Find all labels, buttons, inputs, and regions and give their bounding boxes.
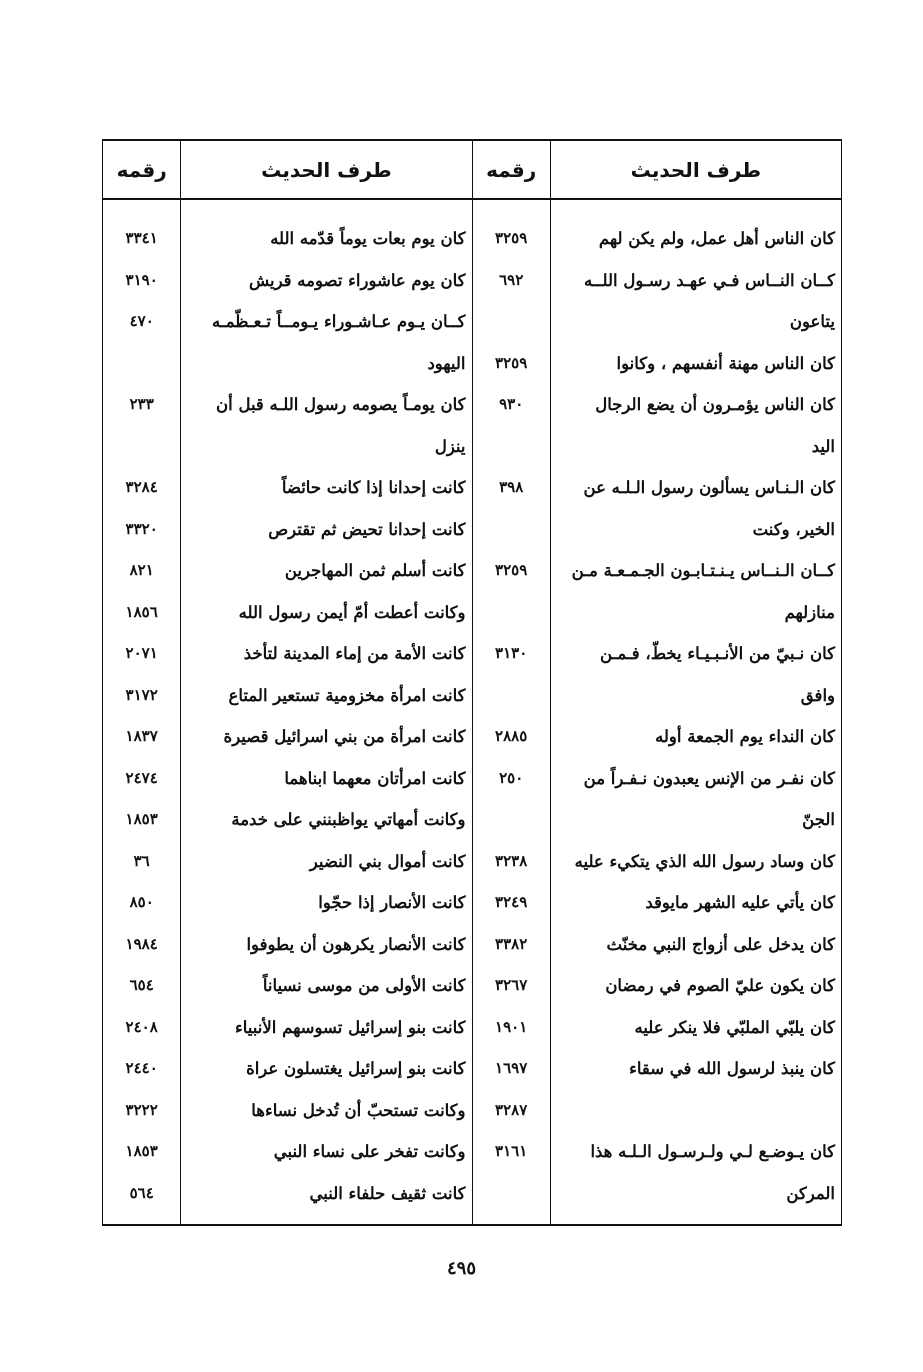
- right-text-column: [550, 199, 841, 1225]
- left-entry-num: ٢٠٧١: [125, 644, 158, 662]
- right-entry-num: ١٩٠١: [495, 1017, 528, 1036]
- header-left-text: طرف الحديث: [181, 140, 472, 199]
- left-entry-text: كانت امرأة مخزومية تستعير المتاع: [228, 685, 466, 705]
- right-entry-text: يتاعون: [789, 312, 835, 331]
- left-entry-text: كانت امرأتان معهما ابناهما: [284, 768, 466, 788]
- left-entry-text: كانت ثقيف حلفاء النبي: [309, 1183, 466, 1203]
- right-entry-text: كــان النــاس فـي عهـد رسـول اللــه: [584, 270, 835, 290]
- right-entry-text: كان الناس أهل عمل، ولم يكن لهم: [598, 229, 835, 248]
- right-entry-num: ٣٢٤٩: [495, 893, 528, 911]
- right-entry-num: ٣٢٨٧: [495, 1100, 528, 1119]
- right-entry-num: ٣١٣٠: [495, 644, 528, 662]
- right-entry-num: [473, 799, 550, 841]
- right-entry-text: كان نفـر من الإنس يعبدون نـفـراً من: [583, 768, 835, 788]
- left-entry-num: ٣٢٨٤: [125, 478, 158, 496]
- right-entry-text: كان النداء يوم الجمعة أوله: [655, 727, 835, 746]
- right-entry-text: اليد: [811, 436, 835, 456]
- left-entry-num: ٢٤٤٠: [125, 1059, 158, 1077]
- left-entry-text: كان يوم عاشوراء تصومه قريش: [248, 270, 466, 290]
- right-entry-text: كان ينبذ لرسول الله في سقاء: [629, 1059, 835, 1078]
- right-entry-num: [473, 592, 550, 634]
- left-entry-num: ١٨٥٦: [125, 602, 158, 621]
- right-entry-num: [473, 301, 550, 343]
- right-entry-num: [473, 426, 550, 468]
- left-entry-text: كانت أموال بني النضير: [309, 851, 466, 871]
- left-entry-num: ٣٦: [133, 851, 150, 870]
- header-right-text: طرف الحديث: [550, 140, 841, 199]
- left-entry-num: ٣٣٢٠: [125, 519, 158, 538]
- right-entry-text: كان الناس مهنة أنفسهم ، وكانوا: [616, 353, 835, 373]
- header-left-num: رقمه: [103, 140, 181, 199]
- left-entry-text: كانت إحدانا تحيض ثم تقترص: [268, 519, 466, 539]
- right-entry-text: كان يـوضـع لـي ولـرسـول الـلـه هذا: [590, 1142, 835, 1161]
- right-entry-num: ٣٢٥٩: [495, 561, 528, 579]
- left-entry-num: ٤٧٠: [129, 312, 154, 330]
- right-entry-text: وافق: [800, 685, 835, 705]
- left-entry-text: وكانت أعطت أمّ أيمن رسول الله: [238, 602, 466, 622]
- right-num-column: [472, 199, 550, 1225]
- left-entry-num: ٨٢١: [129, 561, 154, 579]
- left-entry-num: ٢٤٧٤: [125, 768, 158, 787]
- hadith-index-table: [102, 139, 842, 1226]
- left-entry-num: [103, 426, 180, 468]
- left-entry-text: كانت الأمة من إماء المدينة لتأخذ: [243, 644, 466, 663]
- left-entry-text: كانت أسلم ثمن المهاجرين: [284, 561, 466, 580]
- right-entry-text: الخير، وكنت: [752, 519, 835, 539]
- right-entry-num: ٣٢٦٧: [495, 976, 528, 994]
- right-entry-text: المركن: [786, 1183, 835, 1203]
- left-entry-text: كانت امرأة من بني اسرائيل قصيرة: [223, 727, 466, 746]
- right-entry-num: ١٦٩٧: [495, 1059, 528, 1077]
- right-entry-num: [473, 1173, 550, 1215]
- left-entry-text: كانت بنو إسرائيل يغتسلون عراة: [246, 1059, 466, 1078]
- right-entry-text: كان يلبّي الملبّي فلا ينكر عليه: [634, 1017, 835, 1037]
- header-right-num: رقمه: [472, 140, 550, 199]
- right-entry-num: ٢٨٨٥: [495, 727, 528, 745]
- right-entry-num: ٣٢٣٨: [495, 851, 528, 870]
- right-entry-text: كان يدخل على أزواج النبي مخنّث: [606, 934, 835, 954]
- right-entry-num: ٣٢٥٩: [495, 353, 528, 372]
- right-entry-text: [557, 1090, 835, 1132]
- right-entry-num: ٦٩٢: [499, 270, 524, 289]
- right-entry-num: ٣٩٨: [499, 478, 524, 496]
- left-entry-num: ٦٥٤: [129, 976, 154, 994]
- page-number: ٤٩٥: [446, 1258, 476, 1279]
- left-entry-text: كانت بنو إسرائيل تسوسهم الأنبياء: [235, 1017, 466, 1037]
- right-entry-text: كان يكون عليّ الصوم في رمضان: [605, 976, 835, 995]
- left-entry-text: كانت إحدانا إذا كانت حائضاً: [281, 478, 466, 497]
- left-entry-num: ٢٤٠٨: [125, 1017, 158, 1036]
- left-entry-text: كان يومـاً يصومه رسول اللـه قبل أن: [216, 395, 466, 414]
- right-entry-text: كان وساد رسول الله الذي يتكيء عليه: [574, 851, 835, 871]
- left-entry-num: ٢٣٣: [129, 395, 154, 413]
- left-entry-num: ١٨٣٧: [125, 727, 158, 745]
- left-entry-text: وكانت تستحبّ أن تُدخل نساءها: [251, 1100, 466, 1120]
- left-text-column: [181, 199, 472, 1225]
- left-entry-text: كان يوم بعات يوماً قدّمه الله: [270, 229, 466, 248]
- right-entry-text: كان نـبيّ من الأنـبـيـاء يخطّ، فـمـن: [600, 644, 835, 663]
- right-entry-text: كان يأتي عليه الشهر مايوقد: [645, 893, 835, 912]
- left-entry-text: اليهود: [427, 353, 466, 373]
- left-entry-num: ٣٢٢٢: [125, 1100, 158, 1119]
- right-entry-num: ٣٣٨٢: [495, 934, 528, 953]
- left-num-column: [103, 199, 181, 1225]
- left-entry-num: ٣٣٤١: [125, 229, 158, 247]
- left-entry-num: ٨٥٠: [129, 893, 154, 911]
- right-entry-num: ٩٣٠: [499, 395, 524, 413]
- table-header-row: [103, 140, 842, 199]
- right-entry-num: [473, 509, 550, 551]
- left-entry-num: [103, 343, 180, 385]
- left-entry-num: ٥٦٤: [129, 1183, 154, 1202]
- right-entry-text: كان الـنـاس يسألون رسول الـلـه عن: [583, 478, 835, 497]
- left-entry-text: كانت الأولى من موسى نسياناً: [262, 976, 466, 995]
- right-entry-num: ٢٥٠: [499, 768, 524, 787]
- right-entry-text: الجنّ: [802, 810, 835, 829]
- table-body-row: [103, 199, 842, 1225]
- left-entry-num: ٣١٩٠: [125, 270, 158, 289]
- right-entry-num: ٣٢٥٩: [495, 229, 528, 247]
- right-entry-text: منازلهم: [784, 602, 835, 622]
- left-entry-text: ينزل: [434, 436, 466, 456]
- left-entry-num: ٣١٧٢: [125, 685, 158, 704]
- left-entry-text: وكانت أمهاتي يواظبنني على خدمة: [231, 810, 466, 829]
- left-entry-text: وكانت تفخر على نساء النبي: [273, 1142, 466, 1161]
- right-entry-num: ٣١٦١: [495, 1142, 528, 1160]
- left-entry-num: ١٨٥٣: [125, 1142, 158, 1160]
- left-entry-text: كانت الأنصار يكرهون أن يطوفوا: [246, 934, 466, 954]
- left-entry-text: كــان يـوم عـاشـوراء يـومــاً تـعـظّمـه: [212, 312, 466, 331]
- right-entry-text: كان الناس يؤمـرون أن يضع الرجال: [595, 395, 835, 414]
- right-entry-text: كــان الـنــاس يـنـتـابـون الجـمـعـة مـن: [571, 561, 835, 580]
- right-entry-num: [473, 675, 550, 717]
- left-entry-num: ١٩٨٤: [125, 934, 158, 953]
- left-entry-num: ١٨٥٣: [125, 810, 158, 828]
- left-entry-text: كانت الأنصار إذا حجّوا: [318, 893, 466, 912]
